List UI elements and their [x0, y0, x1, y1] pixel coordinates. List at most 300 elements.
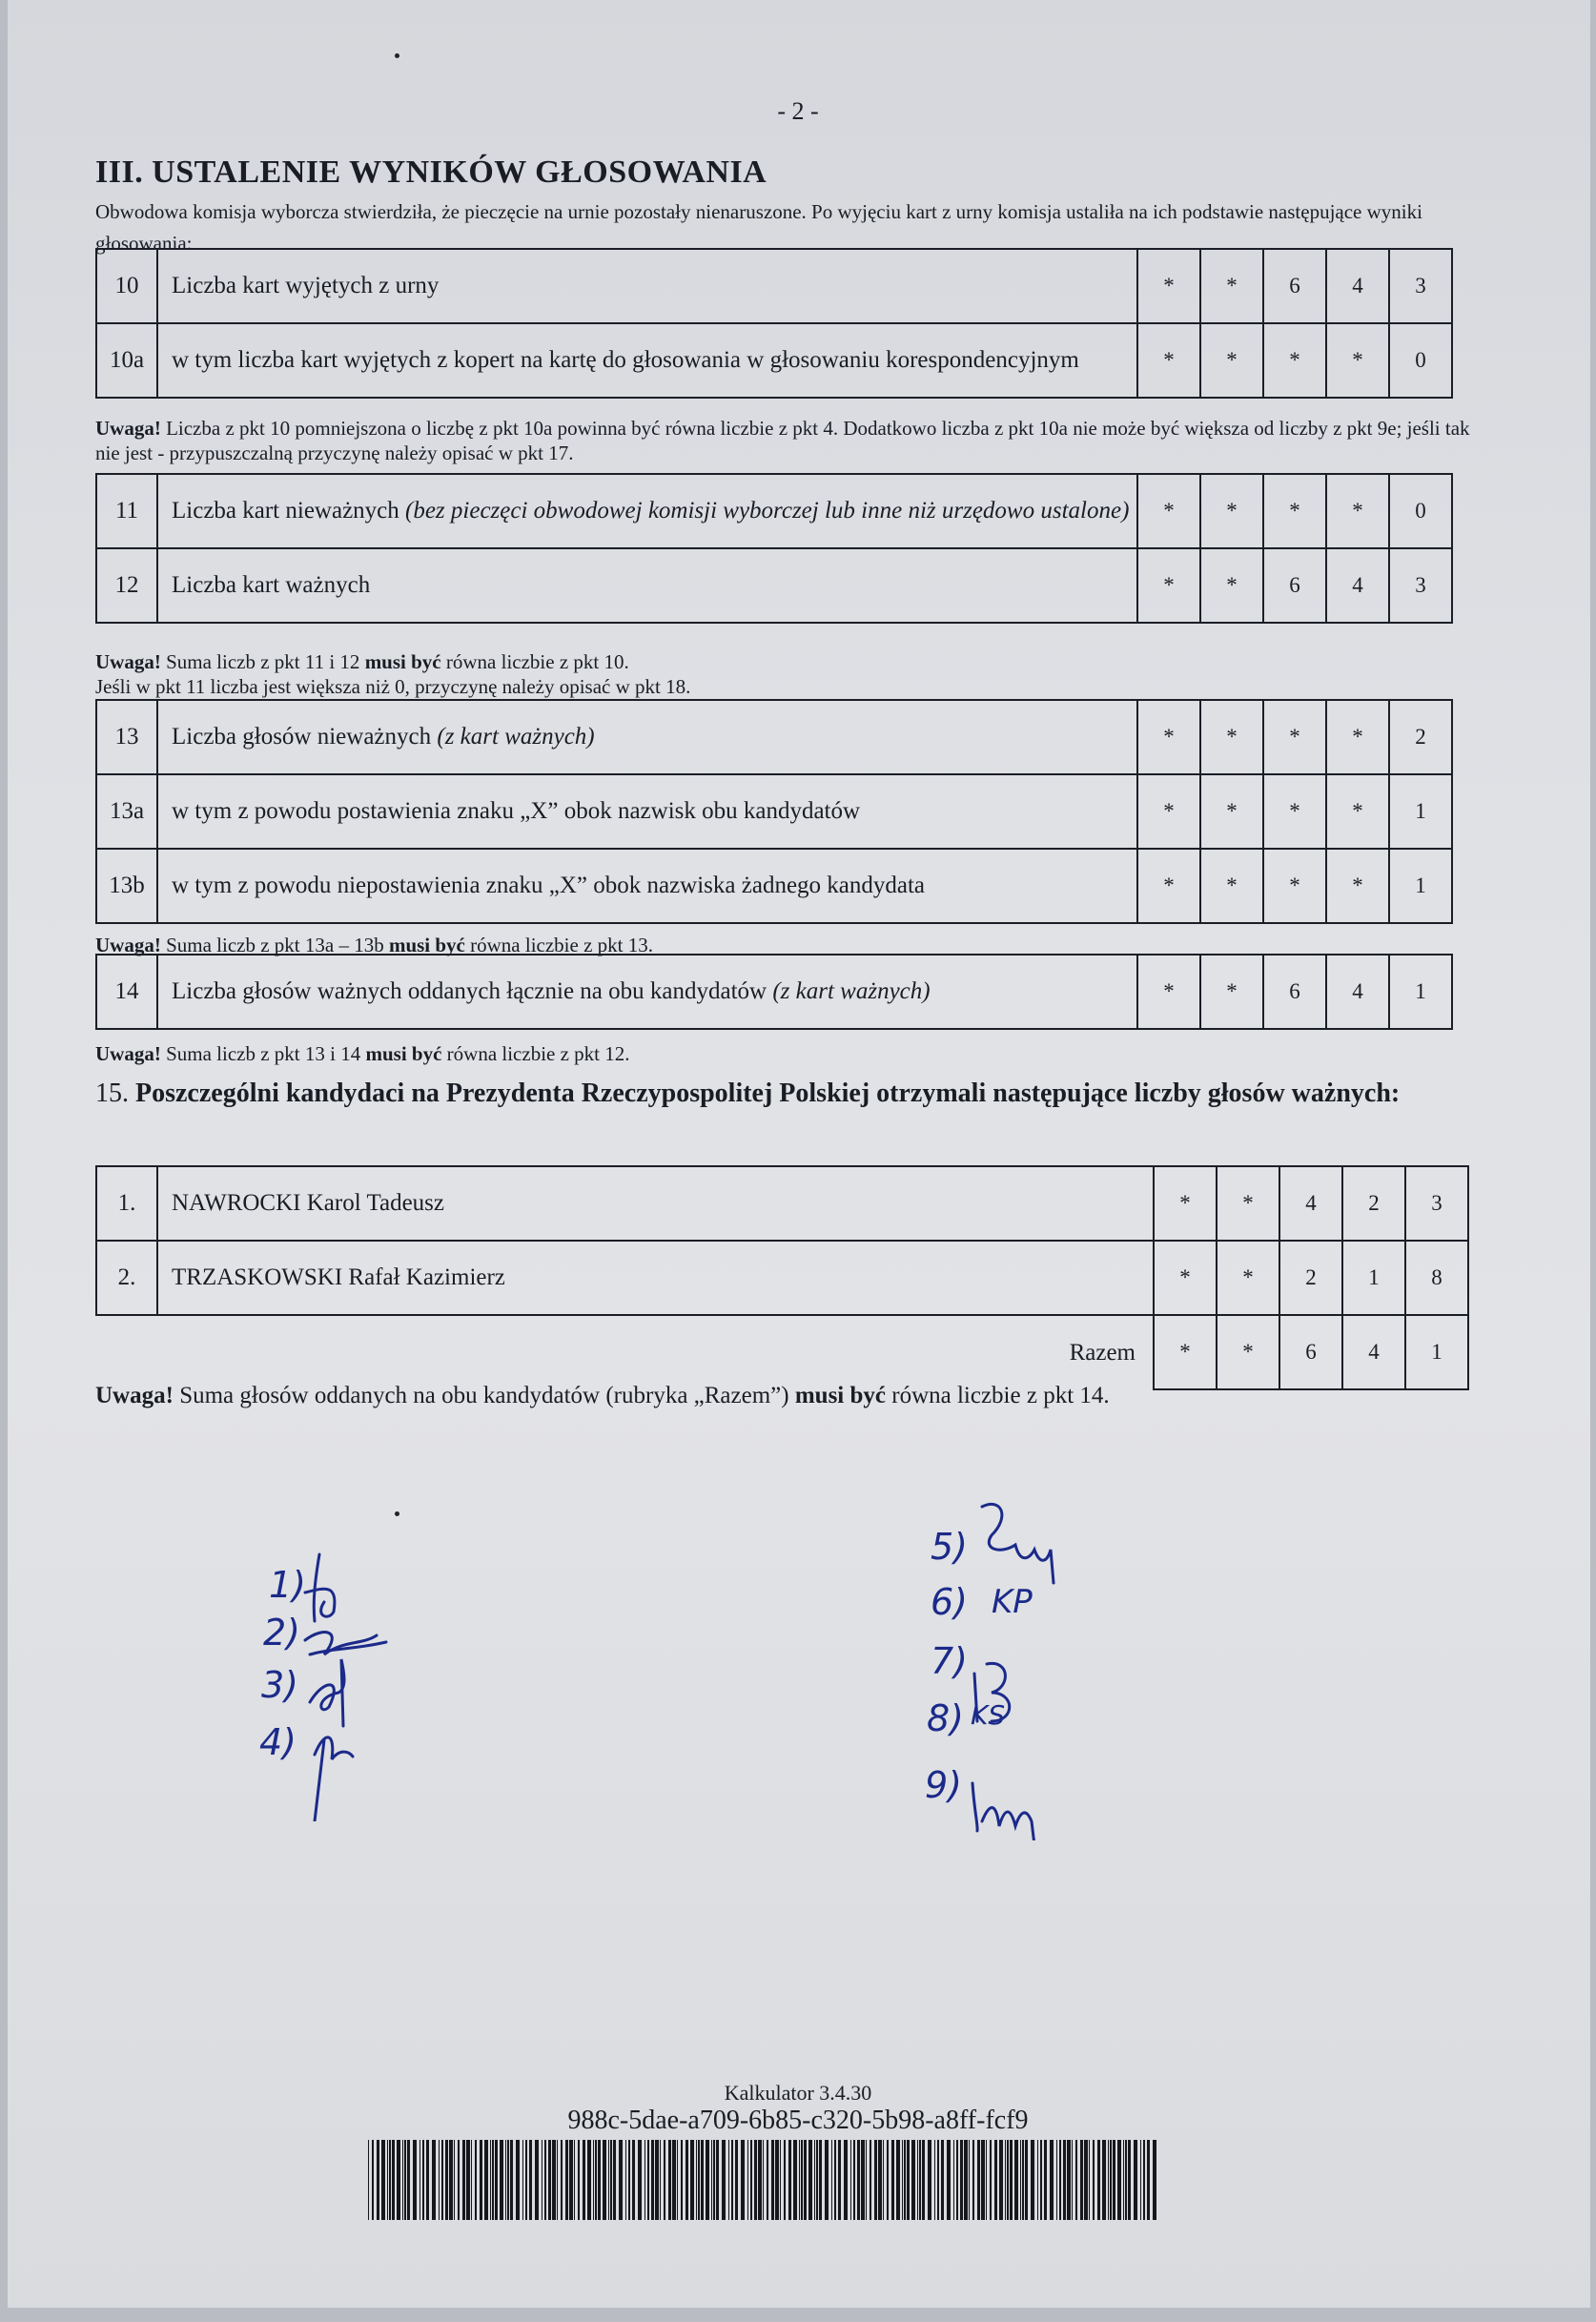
barcode-bar: [972, 2140, 974, 2220]
digit-cell: 4: [1279, 1166, 1342, 1241]
note-prefix: Uwaga!: [95, 650, 161, 673]
barcode-bar: [1007, 2140, 1009, 2220]
barcode-bar: [866, 2140, 867, 2220]
barcode-bar: [1097, 2140, 1100, 2220]
barcode-bar: [850, 2140, 851, 2220]
signature-scribbles-left: [286, 1535, 419, 1821]
barcode-bar: [780, 2140, 781, 2220]
row-number: 1.: [96, 1166, 157, 1241]
note-line2: Jeśli w pkt 11 liczba jest większa niż 0, przyczynę należy opisać w pkt 18.: [95, 675, 691, 698]
note-prefix: Uwaga!: [95, 934, 161, 956]
barcode-bar: [598, 2140, 601, 2220]
note-bold: musi być: [794, 1383, 886, 1408]
note-text: równa liczbie z pkt 13.: [464, 934, 653, 956]
row-label-text: w tym liczba kart wyjętych z kopert na kartę do głosowania w głosowaniu korespondencyjnym: [172, 347, 1079, 373]
barcode-bar: [986, 2140, 987, 2220]
note-bold: musi być: [364, 650, 441, 673]
barcode-bar: [747, 2140, 748, 2220]
barcode-bar: [1010, 2140, 1013, 2220]
total-row: [96, 1315, 1468, 1389]
digit-cell: 4: [1342, 1315, 1405, 1389]
barcode-bar: [788, 2140, 791, 2220]
barcode-bar: [685, 2140, 688, 2220]
digit-cell: *: [1217, 1315, 1279, 1389]
digit-cell: 3: [1405, 1166, 1468, 1241]
digit-cell: *: [1137, 249, 1200, 323]
barcode-bar: [1067, 2140, 1071, 2220]
note-bold: musi być: [365, 1042, 442, 1065]
digit-cell: *: [1217, 1241, 1279, 1315]
barcode-bar: [722, 2140, 726, 2220]
barcode-bar: [990, 2140, 992, 2220]
barcode-bar: [731, 2140, 733, 2220]
digit-cell: *: [1200, 774, 1263, 849]
note-text: Suma liczb z pkt 13 i 14: [160, 1042, 366, 1065]
table_a-row: [96, 323, 1452, 398]
signature-label: 8): [927, 1697, 965, 1739]
barcode-bar: [728, 2140, 729, 2220]
barcode-bar: [565, 2140, 568, 2220]
barcode-bar: [613, 2140, 616, 2220]
barcode-bar: [480, 2140, 482, 2220]
barcode-bar: [1040, 2140, 1042, 2220]
row-label-text: Liczba kart nieważnych: [172, 498, 406, 524]
barcode-bar: [583, 2140, 585, 2220]
barcode-bar: [475, 2140, 477, 2220]
barcode-bar: [706, 2140, 709, 2220]
barcode-bar: [681, 2140, 683, 2220]
barcode-bar: [937, 2140, 939, 2220]
row-number: 13b: [96, 849, 157, 923]
barcode-bar: [603, 2140, 606, 2220]
barcode-bar: [492, 2140, 494, 2220]
barcode-bar: [593, 2140, 594, 2220]
digit-cell: *: [1200, 700, 1263, 774]
barcode-bar: [919, 2140, 921, 2220]
digit-cell: *: [1154, 1315, 1217, 1389]
note-text: równa liczbie z pkt 10.: [440, 650, 629, 673]
barcode-bar: [801, 2140, 803, 2220]
barcode-bar: [610, 2140, 612, 2220]
barcode-bar: [713, 2140, 715, 2220]
barcode-bar: [834, 2140, 836, 2220]
barcode-bar: [1037, 2140, 1038, 2220]
barcode-bar: [1102, 2140, 1106, 2220]
barcode-bar: [696, 2140, 697, 2220]
barcode-bar: [771, 2140, 774, 2220]
table_a-row: [96, 249, 1452, 323]
barcode-bar: [784, 2140, 786, 2220]
barcode-bar: [471, 2140, 472, 2220]
note-text: Suma liczb z pkt 11 i 12: [160, 650, 365, 673]
barcode-bar: [381, 2140, 385, 2220]
barcode-bar: [377, 2140, 379, 2220]
candidates-row: [96, 1166, 1468, 1241]
barcode-bar: [977, 2140, 980, 2220]
barcode-bar: [1031, 2140, 1034, 2220]
digit-cell: *: [1326, 774, 1389, 849]
barcode-bar: [934, 2140, 935, 2220]
barcode-bar: [441, 2140, 443, 2220]
barcode-bar: [1117, 2140, 1121, 2220]
barcode-bar: [407, 2140, 410, 2220]
barcode-bar: [711, 2140, 712, 2220]
signature-label: 9): [925, 1764, 963, 1806]
barcode-bar: [878, 2140, 882, 2220]
signature-label: 5): [931, 1526, 969, 1568]
signature-label: 3): [261, 1664, 299, 1706]
barcode-bar: [1110, 2140, 1112, 2220]
barcode-bar: [767, 2140, 768, 2220]
barcode-bar: [1059, 2140, 1061, 2220]
barcode-bar: [561, 2140, 563, 2220]
row-label: [157, 1241, 1154, 1315]
note-10: [95, 416, 1478, 465]
barcode-bar: [922, 2140, 925, 2220]
barcode-bar: [907, 2140, 910, 2220]
section-title: III. USTALENIE WYNIKÓW GŁOSOWANIA: [95, 154, 767, 190]
digit-cell: *: [1200, 474, 1263, 548]
digit-cell: *: [1326, 700, 1389, 774]
row-label-text: w tym z powodu postawienia znaku „X” obok nazwisk obu kandydatów: [172, 798, 861, 824]
digit-cell: *: [1137, 955, 1200, 1029]
digit-cell: *: [1137, 548, 1200, 623]
row-number: 2.: [96, 1241, 157, 1315]
speck: [395, 1511, 399, 1516]
digit-cell: *: [1154, 1241, 1217, 1315]
barcode-bar: [763, 2140, 764, 2220]
blank-cell: [96, 1315, 157, 1389]
barcode-bar: [690, 2140, 694, 2220]
barcode-bar: [387, 2140, 388, 2220]
digit-cell: *: [1200, 323, 1263, 398]
barcode-bar: [804, 2140, 807, 2220]
row-label-text: Liczba kart ważnych: [172, 572, 371, 598]
barcode-bar: [1093, 2140, 1095, 2220]
barcode-bar: [548, 2140, 551, 2220]
candidates-table: [95, 1165, 1469, 1390]
section-15-number: 15.: [95, 1079, 129, 1108]
digit-cell: *: [1137, 849, 1200, 923]
barcode-bar: [1075, 2140, 1077, 2220]
digit-cell: 3: [1389, 548, 1452, 623]
barcode-bar: [883, 2140, 884, 2220]
results-table-13: [95, 699, 1453, 924]
barcode-bar: [402, 2140, 403, 2220]
digit-cell: 4: [1326, 249, 1389, 323]
digit-cell: 8: [1405, 1241, 1468, 1315]
barcode-bar: [608, 2140, 609, 2220]
digit-cell: 1: [1389, 849, 1452, 923]
barcode-bar: [466, 2140, 470, 2220]
digit-cell: 6: [1263, 955, 1326, 1029]
digit-cell: 1: [1342, 1241, 1405, 1315]
barcode-bar: [816, 2140, 818, 2220]
signature-scribbles-right: [963, 1497, 1077, 1840]
barcode-bar: [857, 2140, 860, 2220]
barcode-bar: [495, 2140, 498, 2220]
candidate-name: TRZASKOWSKI Rafał Kazimierz: [172, 1264, 505, 1290]
barcode-bar: [775, 2140, 779, 2220]
signature-label: 1): [269, 1564, 307, 1606]
barcode-bar: [701, 2140, 704, 2220]
candidate-name: NAWROCKI Karol Tadeusz: [172, 1190, 444, 1216]
barcode-bar: [1063, 2140, 1066, 2220]
barcode-bar: [516, 2140, 520, 2220]
digit-cell: *: [1326, 849, 1389, 923]
row-label-note: (z kart ważnych): [772, 978, 931, 1004]
digit-cell: 1: [1389, 774, 1452, 849]
barcode-bar: [874, 2140, 877, 2220]
barcode-bar: [844, 2140, 848, 2220]
signature-label: 4): [259, 1721, 297, 1763]
signature-label: 2): [263, 1612, 301, 1654]
digit-cell: *: [1200, 955, 1263, 1029]
row-number: 10: [96, 249, 157, 323]
speck: [395, 53, 399, 58]
barcode-bar: [484, 2140, 488, 2220]
barcode-bar: [619, 2140, 623, 2220]
barcode-bar: [510, 2140, 513, 2220]
intro-text: Obwodowa komisja wyborcza stwierdziła, że pieczęcie na urnie pozostały nienaruszone. Po wyjęciu kart z urny komisja ustaliła na ich podstawie następujące wyniki głosowania:: [95, 200, 1422, 255]
barcode-bar: [638, 2140, 642, 2220]
barcode-bar: [994, 2140, 997, 2220]
barcode-bar: [413, 2140, 417, 2220]
barcode-bar: [758, 2140, 762, 2220]
barcode-bar: [1044, 2140, 1047, 2220]
barcode-bar: [956, 2140, 958, 2220]
digit-cell: 4: [1326, 955, 1389, 1029]
row-label: [157, 474, 1137, 548]
barcode-bar: [698, 2140, 700, 2220]
barcode-bar: [557, 2140, 558, 2220]
final-note: [95, 1383, 1110, 1409]
digit-cell: *: [1326, 323, 1389, 398]
note-text: równa liczbie z pkt 12.: [441, 1042, 630, 1065]
barcode-bar: [808, 2140, 812, 2220]
barcode-bar: [1125, 2140, 1127, 2220]
digit-cell: 0: [1389, 323, 1452, 398]
digit-cell: 0: [1389, 474, 1452, 548]
barcode-bar: [716, 2140, 719, 2220]
barcode-bar: [1022, 2140, 1024, 2220]
barcode-bar: [999, 2140, 1003, 2220]
barcode-bar: [981, 2140, 985, 2220]
barcode-bar: [1113, 2140, 1115, 2220]
barcode-bar: [544, 2140, 546, 2220]
barcode-bar: [664, 2140, 665, 2220]
row-number: 10a: [96, 323, 157, 398]
note-bold: musi być: [388, 934, 465, 956]
row-label-text: Liczba głosów ważnych oddanych łącznie na obu kandydatów: [172, 978, 773, 1004]
barcode: [368, 2140, 1163, 2220]
results-table-10: [95, 248, 1453, 399]
barcode-bar: [825, 2140, 829, 2220]
row-label: [157, 1166, 1154, 1241]
barcode-bar: [535, 2140, 539, 2220]
digit-cell: *: [1263, 323, 1326, 398]
digit-cell: *: [1263, 700, 1326, 774]
table_b-row: [96, 474, 1452, 548]
digit-cell: 4: [1326, 548, 1389, 623]
barcode-bar: [1014, 2140, 1018, 2220]
barcode-bar: [578, 2140, 580, 2220]
digit-cell: *: [1326, 474, 1389, 548]
note-prefix: Uwaga!: [95, 417, 161, 440]
barcode-bar: [1056, 2140, 1057, 2220]
barcode-bar: [628, 2140, 630, 2220]
digit-cell: 6: [1279, 1315, 1342, 1389]
digit-cell: *: [1200, 249, 1263, 323]
barcode-bar: [426, 2140, 429, 2220]
barcode-bar: [432, 2140, 436, 2220]
barcode-bar: [529, 2140, 532, 2220]
table_b-row: [96, 548, 1452, 623]
barcode-bar: [1020, 2140, 1021, 2220]
total-label: Razem: [1069, 1339, 1136, 1366]
barcode-bar: [1147, 2140, 1150, 2220]
table_c-row: [96, 849, 1452, 923]
row-label: [157, 249, 1137, 323]
barcode-bar: [439, 2140, 440, 2220]
barcode-bar: [500, 2140, 503, 2220]
row-number: 11: [96, 474, 157, 548]
row-label: [157, 700, 1137, 774]
barcode-bar: [917, 2140, 918, 2220]
barcode-bar: [404, 2140, 406, 2220]
barcode-bar: [422, 2140, 424, 2220]
digit-cell: 2: [1389, 700, 1452, 774]
barcode-bar: [419, 2140, 420, 2220]
note-text: Suma głosów oddanych na obu kandydatów (rubryka „Razem”): [173, 1383, 795, 1408]
candidates-row: [96, 1241, 1468, 1315]
barcode-bar: [911, 2140, 915, 2220]
barcode-bar: [870, 2140, 871, 2220]
barcode-bar: [1108, 2140, 1109, 2220]
table_c-row: [96, 700, 1452, 774]
digit-cell: *: [1137, 323, 1200, 398]
barcode-bar: [891, 2140, 894, 2220]
barcode-bar: [569, 2140, 573, 2220]
barcode-bar: [902, 2140, 903, 2220]
barcode-bar: [1072, 2140, 1073, 2220]
results-table-11: [95, 473, 1453, 624]
digit-cell: 1: [1389, 955, 1452, 1029]
row-label: [157, 548, 1137, 623]
note-text: Liczba z pkt 10 pomniejszona o liczbę z pkt 10a powinna być równa liczbie z pkt 4. Dodatkowo liczba z pkt 10a nie może być większa od liczby z pkt 9e; jeśli tak nie jest - przypuszczalną przyczynę należy opisać w pkt 17.: [95, 417, 1470, 464]
signature-label: 7): [931, 1640, 969, 1682]
barcode-bar: [853, 2140, 855, 2220]
barcode-bar: [735, 2140, 738, 2220]
barcode-bar: [462, 2140, 465, 2220]
barcode-bar: [677, 2140, 678, 2220]
barcode-bar: [814, 2140, 815, 2220]
barcode-bar: [1025, 2140, 1028, 2220]
barcode-bar: [1050, 2140, 1054, 2220]
barcode-bar: [1080, 2140, 1083, 2220]
barcode-bar: [754, 2140, 757, 2220]
barcode-bar: [838, 2140, 841, 2220]
barcode-bar: [750, 2140, 752, 2220]
barcode-bar: [941, 2140, 944, 2220]
barcode-bar: [595, 2140, 597, 2220]
barcode-bar: [574, 2140, 575, 2220]
barcode-bar: [507, 2140, 509, 2220]
digit-cell: *: [1137, 774, 1200, 849]
barcode-bar: [1084, 2140, 1088, 2220]
barcode-bar: [960, 2140, 963, 2220]
section-15-text: Poszczególni kandydaci na Prezydenta Rzeczypospolitej Polskiej otrzymali następujące liczby głosów ważnych:: [129, 1079, 1401, 1108]
row-label-text: Liczba głosów nieważnych: [172, 724, 438, 750]
barcode-bar: [368, 2140, 369, 2220]
digit-cell: *: [1137, 474, 1200, 548]
note-prefix: Uwaga!: [95, 1383, 174, 1408]
barcode-bar: [969, 2140, 970, 2220]
digit-cell: 6: [1263, 548, 1326, 623]
barcode-bar: [625, 2140, 626, 2220]
barcode-bar: [587, 2140, 591, 2220]
barcode-bar: [1134, 2140, 1137, 2220]
digit-cell: 1: [1405, 1315, 1468, 1389]
barcode-bar: [651, 2140, 654, 2220]
barcode-bar: [1089, 2140, 1090, 2220]
row-number: 13: [96, 700, 157, 774]
barcode-bar: [552, 2140, 556, 2220]
row-label-text: Liczba kart wyjętych z urny: [172, 273, 440, 298]
table_c-row: [96, 774, 1452, 849]
barcode-bar: [490, 2140, 491, 2220]
barcode-bar: [896, 2140, 900, 2220]
row-number: 13a: [96, 774, 157, 849]
barcode-bar: [799, 2140, 800, 2220]
digit-cell: 2: [1342, 1166, 1405, 1241]
page-number: - 2 -: [777, 97, 819, 125]
barcode-bar: [887, 2140, 889, 2220]
barcode-bar: [445, 2140, 448, 2220]
barcode-bar: [928, 2140, 931, 2220]
barcode-bar: [647, 2140, 649, 2220]
digit-cell: 6: [1263, 249, 1326, 323]
barcode-bar: [458, 2140, 460, 2220]
barcode-bar: [522, 2140, 523, 2220]
barcode-bar: [454, 2140, 455, 2220]
row-number: 14: [96, 955, 157, 1029]
section-15-heading: [95, 1072, 1430, 1116]
barcode-bar: [831, 2140, 832, 2220]
barcode-bar: [525, 2140, 527, 2220]
barcode-bar: [632, 2140, 635, 2220]
barcode-bar: [392, 2140, 395, 2220]
calculator-version: Kalkulator 3.4.30: [724, 2081, 872, 2105]
barcode-bar: [660, 2140, 661, 2220]
digit-cell: *: [1137, 700, 1200, 774]
signature-label: 6): [931, 1581, 969, 1623]
row-label: [157, 323, 1137, 398]
digit-cell: *: [1263, 774, 1326, 849]
row-label: [157, 849, 1137, 923]
barcode-bar: [1140, 2140, 1141, 2220]
barcode-bar: [449, 2140, 453, 2220]
barcode-bar: [668, 2140, 671, 2220]
barcode-bar: [672, 2140, 676, 2220]
results-table-14: [95, 954, 1453, 1030]
row-number: 12: [96, 548, 157, 623]
row-label-text: w tym z powodu niepostawienia znaku „X” obok nazwiska żadnego kandydata: [172, 873, 926, 898]
note-prefix: Uwaga!: [95, 1042, 161, 1065]
barcode-bar: [389, 2140, 391, 2220]
digit-cell: *: [1217, 1166, 1279, 1241]
row-label: [157, 955, 1137, 1029]
